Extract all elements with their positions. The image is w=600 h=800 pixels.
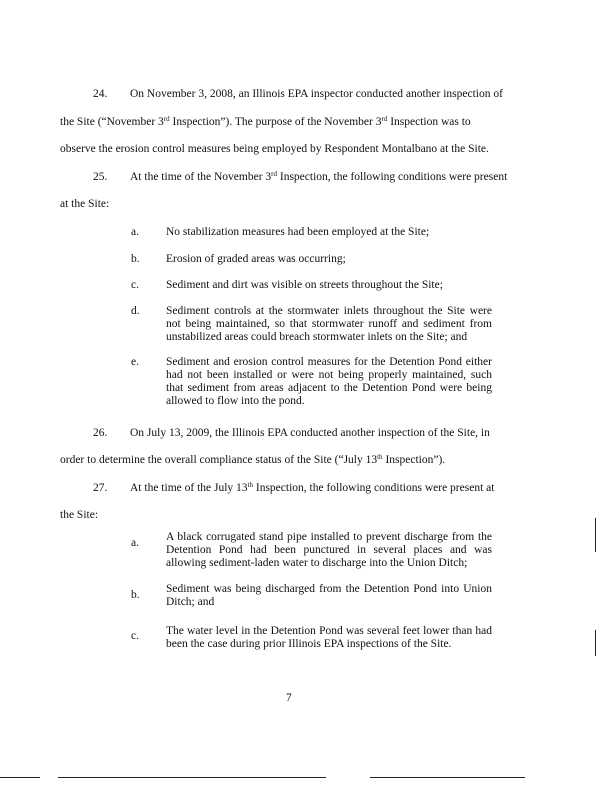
list-item-label: b. [131, 253, 140, 265]
list-item-label: a. [131, 226, 139, 238]
paragraph-number: 26. [93, 427, 108, 439]
paragraph-line: At the time of the July 13th Inspection, the following conditions were present at [130, 481, 495, 494]
paragraph-number: 24. [93, 88, 108, 100]
paragraph-line: At the time of the November 3rd Inspection, the following conditions were present [130, 170, 508, 183]
list-item: A black corrugated stand pipe installed to prevent discharge from the Detention Pond had been punctured in several places and was allowing sediment-laden water to discharge into the Union Ditch; [166, 531, 492, 569]
list-item: The water level in the Detention Pond was several feet lower than had been the case during prior Illinois EPA inspections of the Site. [166, 625, 492, 650]
list-item: Sediment and erosion control measures for the Detention Pond either had not been installed or were not being properly maintained, such that sediment from areas adjacent to the Detention Pond were being allowed to flow into the pond. [166, 356, 492, 407]
list-item: Sediment was being discharged from the Detention Pond into Union Ditch; and [166, 583, 492, 608]
list-item-label: c. [131, 630, 139, 642]
paragraph-line: observe the erosion control measures being employed by Respondent Montalbano at the Site. [60, 143, 489, 155]
margin-mark [595, 518, 596, 552]
list-item-label: a. [131, 537, 139, 549]
list-item-label: b. [131, 589, 140, 601]
bottom-rule-right [370, 777, 525, 778]
list-item-label: c. [131, 279, 139, 291]
margin-mark [595, 630, 596, 656]
paragraph-line: the Site: [60, 509, 99, 521]
page-number: 7 [286, 692, 292, 704]
list-item-label: d. [131, 305, 140, 317]
list-item-label: e. [131, 356, 139, 368]
list-item: Sediment controls at the stormwater inlets throughout the Site were not being maintained, so that stormwater runoff and sediment from unstabilized areas could breach stormwater inlets on the Site; and [166, 305, 492, 343]
list-item: Sediment and dirt was visible on streets throughout the Site; [166, 279, 443, 291]
bottom-rule-left [0, 777, 40, 778]
paragraph-line: order to determine the overall compliance status of the Site (“July 13th Inspection”). [60, 453, 446, 466]
paragraph-line: On July 13, 2009, the Illinois EPA conducted another inspection of the Site, in [130, 427, 490, 439]
paragraph-line: the Site (“November 3rd Inspection”). The purpose of the November 3rd Inspection was to [60, 115, 471, 128]
bottom-rule-middle [58, 777, 326, 778]
list-item: Erosion of graded areas was occurring; [166, 253, 346, 265]
list-item: No stabilization measures had been employed at the Site; [166, 226, 430, 238]
paragraph-number: 25. [93, 171, 108, 183]
paragraph-line: On November 3, 2008, an Illinois EPA inspector conducted another inspection of [130, 88, 503, 100]
paragraph-number: 27. [93, 482, 108, 494]
paragraph-line: at the Site: [60, 198, 110, 210]
